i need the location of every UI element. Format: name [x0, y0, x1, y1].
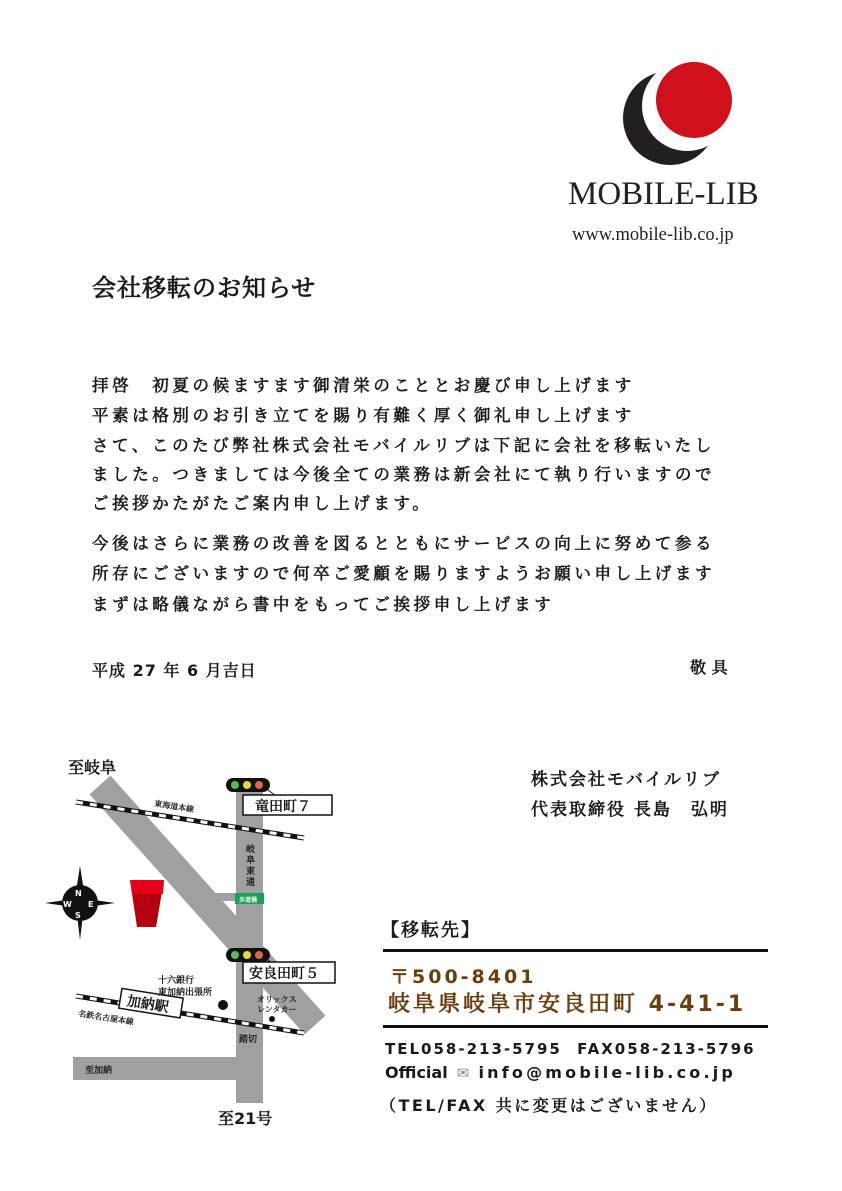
svg-text:加納駅: 加納駅 — [125, 993, 170, 1016]
side-road — [200, 893, 240, 901]
label-meitetsu-line: 名鉄名古屋本線 — [77, 1009, 135, 1027]
divider — [383, 1025, 768, 1028]
svg-text:S: S — [75, 911, 81, 920]
body-line: 所存にございますので何卒ご愛顧を賜りますようお願い申し上げます — [92, 564, 716, 583]
tel: TEL058-213-5795 — [385, 1040, 562, 1058]
page-title: 会社移転のお知らせ — [92, 274, 317, 302]
compass-icon — [45, 866, 115, 940]
divider — [383, 949, 768, 952]
label-footbridge: 歩道橋 — [239, 897, 258, 904]
label-gifu-higashi-dori: 岐阜東通 — [244, 844, 254, 888]
label-bank: 十六銀行 — [158, 976, 195, 986]
svg-text:E: E — [88, 900, 94, 909]
access-map — [0, 740, 380, 1140]
body-line: ご挨拶かたがたご案内申し上げます。 — [92, 494, 433, 513]
bank-marker — [218, 1000, 228, 1010]
envelope-icon: ✉ — [456, 1064, 470, 1082]
label-bank-branch: 東加納出張所 — [158, 988, 213, 998]
fax: FAX058-213-5796 — [577, 1040, 756, 1058]
label-crossing: 踏切 — [239, 1035, 258, 1045]
email-link[interactable]: info@mobile-lib.co.jp — [478, 1063, 737, 1082]
logo-mark — [615, 58, 735, 168]
body-line: まずは略儀ながら書中をもってご挨拶申し上げます — [92, 595, 555, 614]
label-to-21: 至21号 — [218, 1109, 273, 1128]
label-signal-top: 竜田町７ — [255, 799, 311, 815]
label-rental: オリックス — [257, 995, 297, 1004]
company-name: 株式会社モバイルリブ — [531, 770, 721, 790]
label-to-kano: 至加納 — [85, 1066, 113, 1076]
logo — [615, 58, 735, 168]
body-line: ました。つきましては今後全ての業務は新会社にて執り行いますので — [92, 465, 716, 484]
official-label: Official — [385, 1063, 448, 1082]
body-line: 拝啓 初夏の候ますます御清栄のこととお慶び申し上げます — [92, 376, 635, 395]
note: （TEL/FAX 共に変更はございません） — [380, 1096, 718, 1115]
svg-text:N: N — [75, 889, 82, 898]
body-line: 今後はさらに業務の改善を図るとともにサービスの向上に努めて参る — [92, 534, 716, 553]
label-rental-2: レンタカー — [257, 1005, 297, 1014]
rental-marker — [269, 1016, 275, 1022]
closing: 敬 具 — [690, 658, 728, 677]
representative: 代表取締役 長島 弘明 — [531, 800, 729, 820]
label-to-gifu: 至岐阜 — [68, 758, 117, 777]
date: 平成 27 年 6 月吉日 — [92, 661, 257, 680]
address: 岐阜県岐阜市安良田町 4-41-1 — [388, 992, 747, 1017]
body-line: 平素は格別のお引き立てを賜り有難く厚く御礼申し上げます — [92, 406, 635, 425]
label-tokaido-line: 東海道本線 — [153, 799, 195, 815]
label-signal-bottom: 安良田町５ — [249, 966, 319, 982]
body-line: さて、このたび弊社株式会社モバイルリブは下記に会社を移転いたし — [92, 436, 715, 455]
logo-url: www.mobile-lib.co.jp — [572, 225, 734, 245]
logo-name: MOBILE-LIB — [568, 176, 759, 212]
email-line — [385, 1063, 736, 1082]
new-address-heading: 【移転先】 — [381, 920, 481, 941]
contact-numbers — [385, 1040, 756, 1058]
postal-code: 〒500-8401 — [390, 966, 537, 988]
svg-text:W: W — [63, 900, 72, 909]
